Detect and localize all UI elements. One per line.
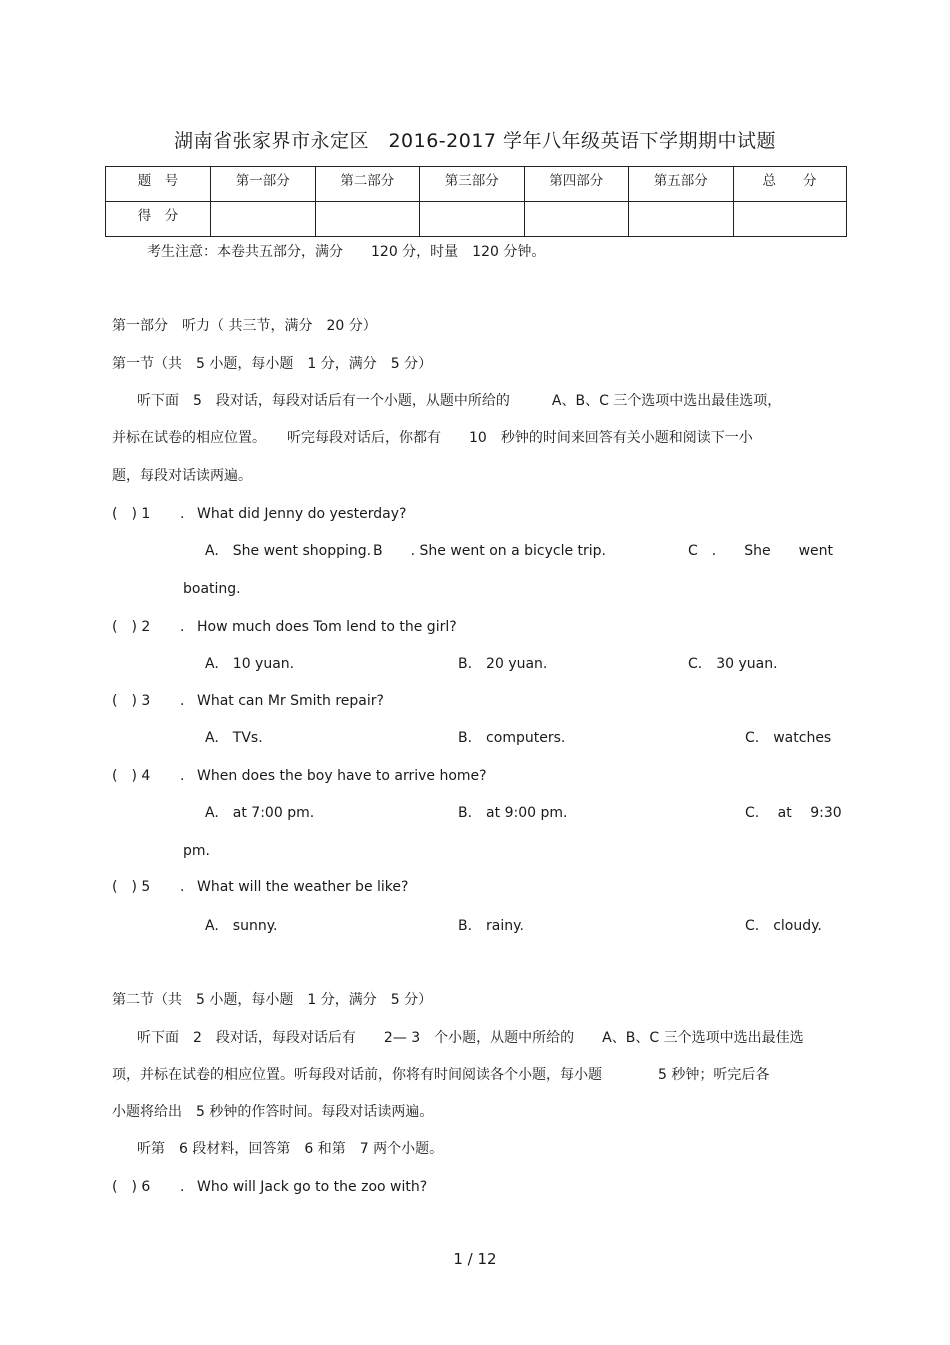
question-dot: . — [180, 693, 185, 709]
option-b: B. at 9:00 pm. — [458, 805, 568, 821]
document-title: 湖南省张家界市永定区 2016-2017 学年八年级英语下学期期中试题 — [173, 130, 777, 152]
exam-notice: 考生注意：本卷共五部分，满分 120 分，时量 120 分钟。 — [147, 244, 546, 260]
page-number: 1 / 12 — [453, 1250, 497, 1268]
question-text: How much does Tom lend to the girl? — [197, 619, 457, 635]
section2-instructions: 项，并标在试卷的相应位置。听每段对话前，你将有时间阅读各个小题，每小题 5 秒钟；听完后各 — [112, 1067, 770, 1083]
question-dot: . — [180, 619, 185, 635]
score-header-cell: 第四部分 — [524, 167, 629, 202]
question-text: What will the weather be like? — [197, 879, 409, 895]
score-cell — [524, 202, 629, 237]
option-c: C. cloudy. — [745, 918, 822, 934]
score-row-label: 得 分 — [106, 202, 211, 237]
option-c: C. at 9:30 — [745, 805, 842, 821]
score-header-cell: 第二部分 — [315, 167, 420, 202]
option-b: B. computers. — [458, 730, 566, 746]
question-text: What can Mr Smith repair? — [197, 693, 384, 709]
option-c: C. watches — [745, 730, 832, 746]
section2-heading: 第二节（共 5 小题，每小题 1 分，满分 5 分） — [112, 992, 433, 1008]
option-a: A. sunny. — [205, 918, 278, 934]
score-cell — [211, 202, 316, 237]
question-dot: . — [180, 768, 185, 784]
section1-instructions: 题，每段对话读两遍。 — [112, 468, 252, 484]
question-dot: . — [180, 1179, 185, 1195]
option-c-continued: pm. — [183, 843, 210, 859]
score-table — [105, 166, 847, 237]
question-text: What did Jenny do yesterday? — [197, 506, 407, 522]
score-header-cell: 第三部分 — [420, 167, 525, 202]
option-a: A. She went shopping. — [205, 543, 372, 559]
score-cell — [629, 202, 734, 237]
question-dot: . — [180, 879, 185, 895]
section1-heading: 第一节（共 5 小题，每小题 1 分，满分 5 分） — [112, 356, 433, 372]
option-b: B . She went on a bicycle trip. — [373, 543, 607, 559]
score-cell — [315, 202, 420, 237]
section2-subinstruction: 听第 6 段材料，回答第 6 和第 7 两个小题。 — [137, 1141, 444, 1157]
option-a: A. at 7:00 pm. — [205, 805, 315, 821]
question-number: ( ) 5 — [112, 879, 151, 895]
option-c-continued: boating. — [183, 581, 241, 597]
option-a: A. TVs. — [205, 730, 263, 746]
score-header-cell: 第五部分 — [629, 167, 734, 202]
question-number: ( ) 3 — [112, 693, 151, 709]
option-c: C . She went — [688, 543, 834, 559]
question-number: ( ) 6 — [112, 1179, 151, 1195]
score-cell — [420, 202, 525, 237]
score-header-cell: 总 分 — [733, 167, 846, 202]
option-b: B. 20 yuan. — [458, 656, 548, 672]
option-c: C. 30 yuan. — [688, 656, 778, 672]
question-number: ( ) 4 — [112, 768, 151, 784]
option-a: A. 10 yuan. — [205, 656, 295, 672]
question-text: Who will Jack go to the zoo with? — [197, 1179, 428, 1195]
score-header-cell: 第一部分 — [211, 167, 316, 202]
score-cell — [733, 202, 846, 237]
question-dot: . — [180, 506, 185, 522]
score-table-score-row — [106, 202, 847, 237]
question-number: ( ) 1 — [112, 506, 151, 522]
option-b: B. rainy. — [458, 918, 524, 934]
section2-instructions: 听下面 2 段对话，每段对话后有 2— 3 个小题，从题中所给的 A、B、C 三个选项中选出最佳选 — [137, 1030, 804, 1046]
score-header-cell: 题 号 — [106, 167, 211, 202]
question-number: ( ) 2 — [112, 619, 151, 635]
score-table-header-row — [106, 167, 847, 202]
section1-instructions: 并标在试卷的相应位置。 听完每段对话后，你都有 10 秒钟的时间来回答有关小题和阅读下一小 — [112, 430, 753, 446]
section1-instructions: 听下面 5 段对话，每段对话后有一个小题，从题中所给的 A、B、C 三个选项中选出最佳选项， — [137, 393, 782, 409]
question-text: When does the boy have to arrive home? — [197, 768, 487, 784]
part1-heading: 第一部分 听力（ 共三节，满分 20 分） — [112, 318, 377, 334]
section2-instructions: 小题将给出 5 秒钟的作答时间。每段对话读两遍。 — [112, 1104, 434, 1120]
